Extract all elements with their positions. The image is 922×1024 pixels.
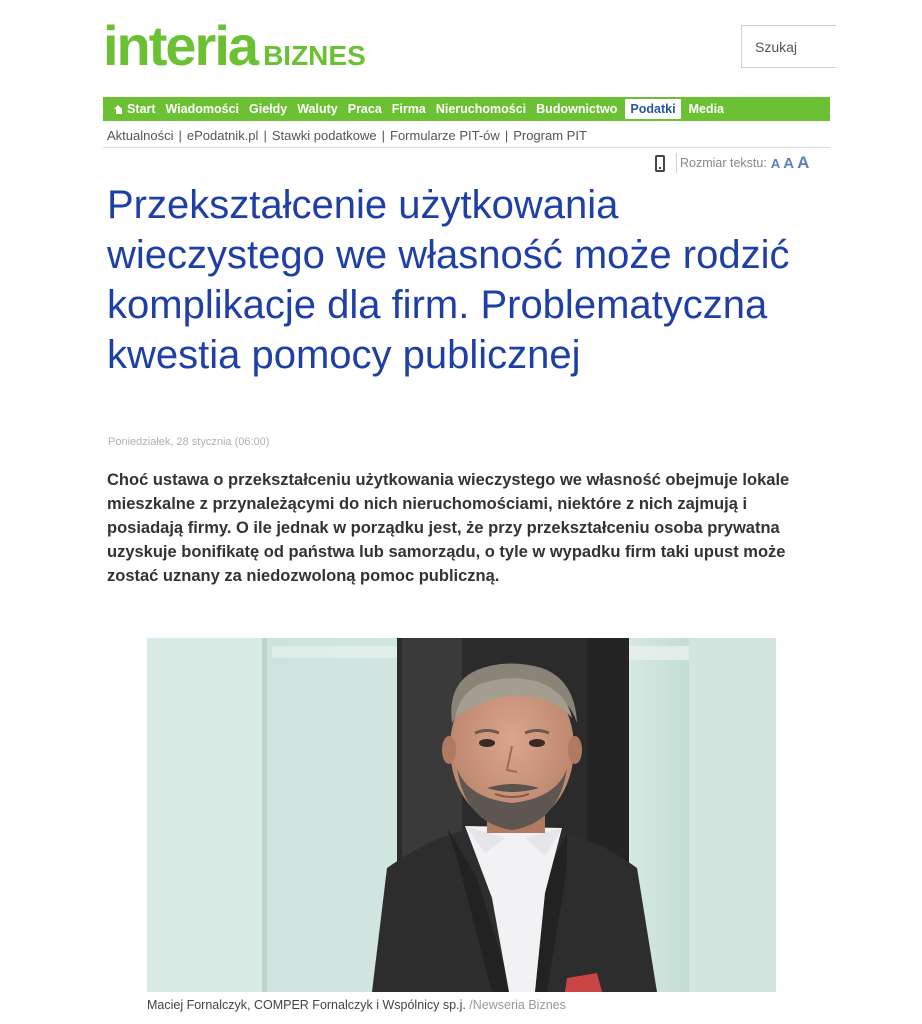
search-input[interactable] (742, 26, 836, 67)
article-lead: Choć ustawa o przekształceniu użytkowania wieczystego we własność obejmuje lokale mieszkalne z przynależącymi do nich nieruchomościami, niektóre z nich zajmują i posiadają firmy. O ile jednak w porządku jest, że przy przekształceniu osoba prywatna uzyskuje bonifikatę od państwa lub samorządu, o tyle w wypadku firm taki upust może zostać uznany za niedozwoloną pomoc publiczną. (107, 471, 790, 585)
nav-item-waluty[interactable]: Waluty (297, 102, 338, 116)
subnav-divider (103, 147, 830, 148)
subnav-separator: | (178, 127, 182, 143)
nav-item-label: Start (127, 102, 156, 116)
search-box (741, 25, 836, 68)
nav-item-firma[interactable]: Firma (391, 102, 426, 116)
font-size-label: Rozmiar tekstu: (680, 156, 767, 170)
subnav-separator: | (263, 127, 267, 143)
home-icon (114, 105, 123, 114)
subnav-item-program-pit[interactable]: Program PIT (513, 127, 587, 143)
site-header (0, 0, 922, 95)
article-title: Przekształcenie użytkowania wieczystego we własność może rodzić komplikacje dla firm. Problematyczna kwestia pomocy publicznej (107, 183, 790, 377)
photo-source: /Newseria Biznes (469, 998, 566, 1012)
nav-item-nieruchomosci[interactable]: Nieruchomości (435, 102, 527, 116)
article-photo-image (147, 638, 776, 992)
nav-item-praca[interactable]: Praca (347, 102, 382, 116)
subnav-separator: | (381, 127, 385, 143)
font-size-large-button[interactable]: A (797, 153, 810, 172)
mobile-phone-icon[interactable] (655, 155, 665, 172)
interia-biznes-logo[interactable] (103, 14, 366, 77)
nav-item-start[interactable] (109, 97, 160, 121)
tools-divider (676, 153, 677, 173)
nav-item-media[interactable]: Media (688, 102, 724, 116)
subnav-item-formularze[interactable]: Formularze PIT-ów (390, 127, 500, 143)
article-date: Poniedziałek, 28 stycznia (06:00) (108, 436, 270, 448)
subnav-item-epodatnik[interactable]: ePodatnik.pl (186, 127, 259, 143)
subnav-item-aktualnosci[interactable]: Aktualności (107, 127, 174, 143)
subnav-item-stawki[interactable]: Stawki podatkowe (271, 127, 377, 143)
article-photo[interactable] (147, 638, 776, 992)
sub-navigation (107, 125, 587, 145)
photo-caption (147, 998, 566, 1012)
nav-item-wiadomosci[interactable]: Wiadomości (165, 102, 239, 116)
font-size-small-button[interactable]: A (770, 155, 781, 171)
nav-item-budownictwo[interactable]: Budownictwo (536, 102, 618, 116)
article-tools (655, 152, 812, 174)
logo-main-text: interia (103, 14, 258, 77)
logo-sub-text: BIZNES (263, 40, 366, 71)
nav-item-gieldy[interactable]: Giełdy (249, 102, 288, 116)
subnav-separator: | (504, 127, 509, 143)
photo-caption-text: Maciej Fornalczyk, COMPER Fornalczyk i Wspólnicy sp.j. (147, 998, 470, 1012)
main-navigation (103, 97, 830, 121)
nav-item-podatki[interactable]: Podatki (625, 99, 680, 119)
font-size-medium-button[interactable]: A (783, 154, 795, 172)
